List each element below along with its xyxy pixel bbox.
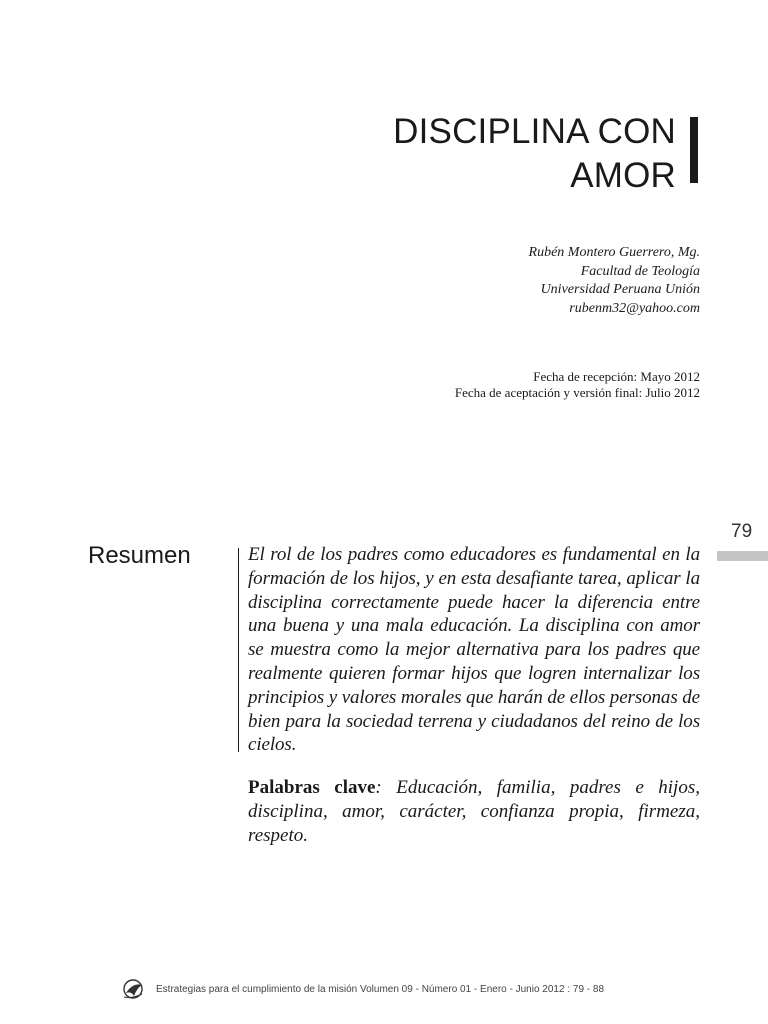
date-accepted: Fecha de aceptación y versión final: Julio 2012 [454, 385, 700, 400]
page-tab-marker [717, 551, 768, 561]
title-accent-bar [690, 117, 698, 183]
keywords-separator: : [375, 777, 382, 798]
keywords-text: Educación, familia, padres e hijos, disciplina, amor, carácter, confianza propia, firmeza, respeto. [248, 777, 700, 846]
keywords-paragraph [248, 776, 700, 848]
author-info [280, 244, 700, 318]
author-university: Universidad Peruana Unión [540, 282, 700, 297]
publication-dates [220, 369, 700, 401]
author-name: Rubén Montero Guerrero, Mg. [528, 245, 700, 260]
abstract-text: El rol de los padres como educadores es fundamental en la formación de los hijos, y en esta desafiante tarea, aplicar la disciplina correctamente puede hacer la diferencia entre una buena y una mala educación. La disciplina con amor se muestra como la mejor alternativa para los padres que realmente quieren formar hijos que logren internalizar los principios y valores morales que harán de ellos personas de bien para la sociedad terrena y ciudadanos del reino de los cielos. [248, 544, 700, 756]
abstract-divider [238, 548, 239, 752]
footer-text: Estrategias para el cumplimiento de la misión Volumen 09 - Número 01 - Enero - Junio 2012 : 79 - 88 [156, 983, 605, 995]
author-email: rubenm32@yahoo.com [569, 300, 700, 316]
author-faculty: Facultad de Teología [580, 263, 700, 279]
title-line-1: DISCIPLINA CON [393, 112, 676, 151]
title-line-2: AMOR [570, 156, 676, 195]
page-number: 79 [731, 521, 753, 542]
keywords-label: Palabras clave [248, 777, 376, 798]
abstract-heading: Resumen [88, 542, 191, 569]
journal-logo-icon [120, 976, 148, 1002]
article-title [256, 110, 676, 198]
date-received: Fecha de recepción: Mayo 2012 [533, 369, 700, 384]
page-footer [120, 976, 604, 1002]
